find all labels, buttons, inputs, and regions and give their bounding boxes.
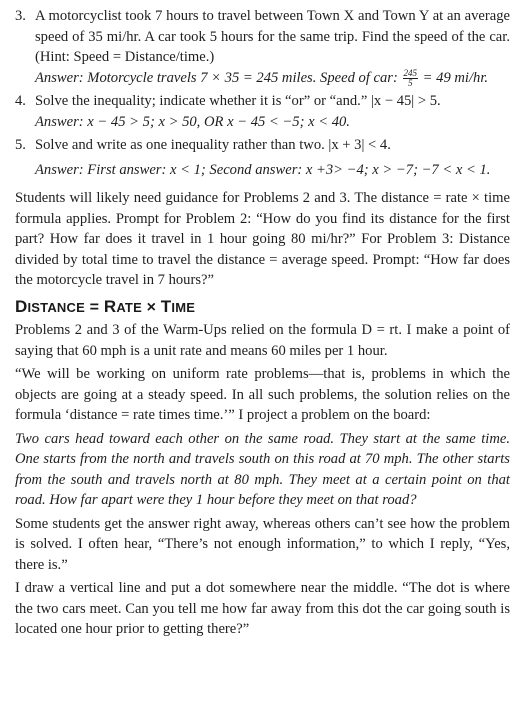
problem-number: 4. [15,93,26,109]
problem-answer: Answer: First answer: x < 1; Second answer: x +3> −4; x > −7; −7 < x < 1. [35,161,491,178]
problem-4 [15,91,510,132]
problem-answer [35,68,510,89]
problem-number: 3. [15,8,26,24]
answer-text-part2: = 49 mi/hr. [419,69,489,86]
fraction-denominator: 5 [408,77,413,88]
paragraph-problem-statement: Two cars head toward each other on the same road. They start at the same time. One starts from the north and travels south on this road at 70 mph. The other starts from the south and travels north at 80 mph. They meet at a certain point on that road. How far apart were they 1 hour before they meet on that road? [15,430,510,508]
problem-3 [15,6,510,88]
fraction-numerator: 245 [403,67,417,78]
fraction [403,69,419,88]
paragraph-draw: I draw a vertical line and put a dot somewhere near the middle. “The dot is where the two cars meet. Can you tell me how far away from this dot the car going south is located one hour prior to getting there?” [15,580,510,637]
section-heading: DISTANCE = RATE × TIME [15,296,196,316]
paragraph-uniform-rate: “We will be working on uniform rate problems—that is, problems in which the objects are going at a steady speed. In all such problems, the solution relies on the formula ‘distance = rate times time.’” I project a problem on the board: [15,366,510,423]
problem-text: Solve the inequality; indicate whether it is “or” or “and.” |x − 45| > 5. [35,93,441,109]
paragraph-students: Some students get the answer right away, whereas others can’t see how the problem is solved. I often hear, “There’s not enough information,” to which I reply, “Yes, there is.” [15,515,510,573]
problem-5 [15,135,510,180]
paragraph-guidance: Students will likely need guidance for Problems 2 and 3. The distance = rate × time formula applies. Prompt for Problem 2: “How do you find its distance for the first part? How far does it travel in 1 hour going 80 mi/hr?” For Problem 3: Distance divided by total time to travel the distance = average speed. Prompt: “How far does the motorcycle travel in 7 hours?” [15,190,510,288]
problem-answer: Answer: x − 45 > 5; x > 50, OR x − 45 < −5; x < 40. [35,113,350,130]
paragraph-formula: Problems 2 and 3 of the Warm-Ups relied on the formula D = rt. I make a point of saying that 60 mph is a unit rate and means 60 miles per 1 hour. [15,322,510,359]
problem-text: A motorcyclist took 7 hours to travel between Town X and Town Y at an average speed of 35 mi/hr. A car took 5 hours for the same trip. Find the speed of the car. (Hint: Speed = Distance/time.) [35,8,510,65]
problem-number: 5. [15,137,26,153]
problem-text: Solve and write as one inequality rather than two. |x + 3| < 4. [35,137,391,153]
answer-text-part1: Answer: Motorcycle travels 7 × 35 = 245 miles. Speed of car: [35,69,402,86]
